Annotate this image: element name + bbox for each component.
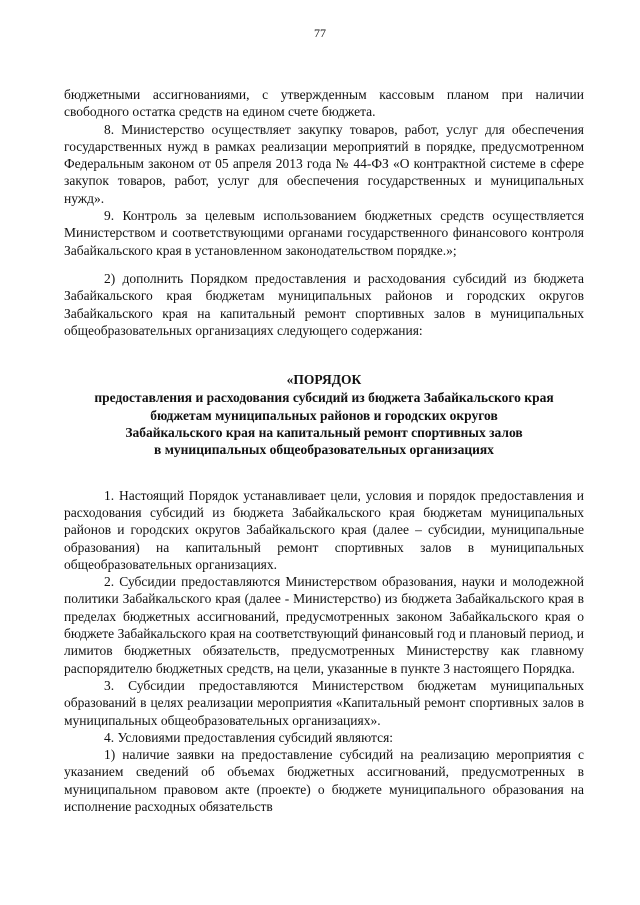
page-number: 77 <box>314 26 326 40</box>
paragraph-item-8: 8. Министерство осуществляет закупку товаров, работ, услуг для обеспечения государственных нужд в рамках реализации мероприятий в порядке, предусмотренном Федеральным законом от 05 апреля 2013 года № 44-ФЗ «О контрактной системе в сфере закупок товаров, работ, услуг для обеспечения государственных и муниципальных нужд». <box>64 121 584 206</box>
section-title-line: предоставления и расходования субсидий из бюджета Забайкальского края <box>94 390 554 406</box>
paragraph-subitem-2: 2) дополнить Порядком предоставления и расходования субсидий из бюджета Забайкальского края бюджетам муниципальных районов и городских округов Забайкальского края на капитальный ремонт спортивных залов в муниципальных общеобразовательных организациях следующего содержания: <box>64 270 584 338</box>
section-title-line: бюджетам муниципальных районов и городских округов <box>150 407 498 423</box>
section-title-heading: «ПОРЯДОК <box>286 372 362 388</box>
document-body <box>64 86 584 815</box>
paragraph-item-9: 9. Контроль за целевым использованием бюджетных средств осуществляется Министерством и соответствующими органами государственного финансового контроля Забайкальского края в установленном законодательством порядке.»; <box>64 208 584 258</box>
paragraph-item-2: 2. Субсидии предоставляются Министерством образования, науки и молодежной политики Забайкальского края (далее - Министерство) из бюджета Забайкальского края в пределах бюджетных ассигнований, предусмотренных законом Забайкальского края о бюджете Забайкальского края на соответствующий финансовый год и плановый период, и лимитов бюджетных обязательств, предусмотренных Министерству как главному распорядителю бюджетных средств, на цели, указанные в пункте 3 настоящего Порядка. <box>64 574 584 676</box>
paragraph-item-4: 4. Условиями предоставления субсидий являются: <box>104 729 394 745</box>
paragraph-item-1: 1. Настоящий Порядок устанавливает цели, условия и порядок предоставления и расходования субсидий из бюджета Забайкальского края бюджетам муниципальных районов и городских округов Забайкальского края (далее – субсидии, муниципальные образования) на капитальный ремонт спортивных залов в муниципальных общеобразовательных организациях. <box>64 487 584 572</box>
paragraph-continuation: бюджетными ассигнованиями, с утвержденным кассовым планом при наличии свободного остатка средств на едином счете бюджета. <box>64 87 584 120</box>
section-title-line: Забайкальского края на капитальный ремонт спортивных залов <box>125 425 523 441</box>
paragraph-subitem-1: 1) наличие заявки на предоставление субсидий на реализацию мероприятия с указанием сведений об объемах бюджетных ассигнований, предусмотренных в муниципальном правовом акте (проекте) о бюджете муниципального образования на исполнение расходных обязательств <box>64 747 584 814</box>
section-title <box>64 371 584 458</box>
paragraph-item-3: 3. Субсидии предоставляются Министерством бюджетам муниципальных образований в целях реализации мероприятия «Капитальный ремонт спортивных залов в муниципальных общеобразовательных организациях». <box>64 677 584 728</box>
section-title-line: в муниципальных общеобразовательных организациях <box>154 442 494 458</box>
